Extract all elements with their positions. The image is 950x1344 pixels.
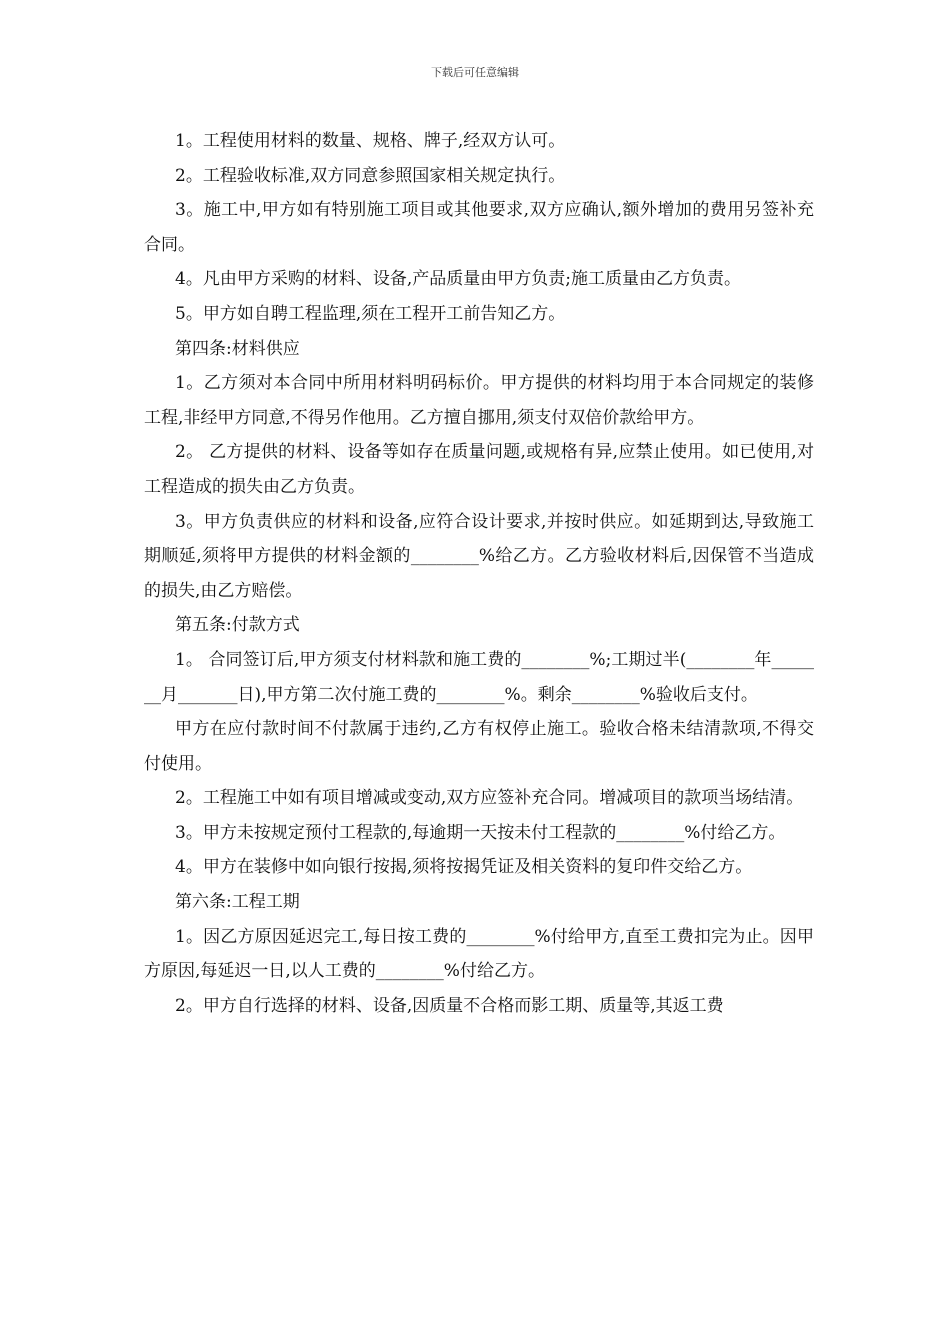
clause-item: 3。施工中,甲方如有特别施工项目或其他要求,双方应确认,额外增加的费用另签补充合同。 bbox=[144, 200, 814, 255]
clause-item: 2。 乙方提供的材料、设备等如存在质量问题,或规格有异,应禁止使用。如已使用,对工程造成的损失由乙方负责。 bbox=[144, 442, 814, 497]
clause-item: 2。工程验收标准,双方同意参照国家相关规定执行。 bbox=[175, 165, 566, 186]
clause-item: 4。甲方在装修中如向银行按揭,须将按揭凭证及相关资料的复印件交给乙方。 bbox=[175, 857, 753, 878]
section-heading: 第五条:付款方式 bbox=[175, 615, 300, 636]
page-header: 下载后可任意编辑 bbox=[431, 66, 519, 79]
clause-item: 3。甲方未按规定预付工程款的,每逾期一天按未付工程款的________%付给乙方。 bbox=[175, 822, 786, 843]
clause-item: 1。工程使用材料的数量、规格、牌子,经双方认可。 bbox=[175, 131, 566, 151]
clause-item: 4。凡由甲方采购的材料、设备,产品质量由甲方负责;施工质量由乙方负责。 bbox=[175, 269, 741, 290]
clause-item: 1。 合同签订后,甲方须支付材料款和施工费的________%;工期过半(________年_______月_______日),甲方第二次付施工费的________%。剩余________%验收后支付。 bbox=[144, 649, 814, 705]
clause-item: 5。甲方如自聘工程监理,须在工程开工前告知乙方。 bbox=[175, 303, 566, 324]
section-heading: 第四条:材料供应 bbox=[175, 338, 300, 359]
document-body bbox=[144, 124, 814, 1023]
clause-item: 2。甲方自行选择的材料、设备,因质量不合格而影工期、质量等,其返工费 bbox=[175, 995, 724, 1016]
clause-item: 甲方在应付款时间不付款属于违约,乙方有权停止施工。验收合格未结清款项,不得交付使用。 bbox=[144, 719, 814, 774]
clause-item: 2。工程施工中如有项目增减或变动,双方应签补充合同。增减项目的款项当场结清。 bbox=[175, 788, 804, 809]
clause-item: 3。甲方负责供应的材料和设备,应符合设计要求,并按时供应。如延期到达,导致施工期顺延,须将甲方提供的材料金额的________%给乙方。乙方验收材料后,因保管不当造成的损失,由乙方赔偿。 bbox=[144, 511, 814, 601]
clause-item: 1。因乙方原因延迟完工,每日按工费的________%付给甲方,直至工费扣完为止。因甲方原因,每延迟一日,以人工费的________%付给乙方。 bbox=[144, 926, 814, 982]
clause-item: 1。乙方须对本合同中所用材料明码标价。甲方提供的材料均用于本合同规定的装修工程,非经甲方同意,不得另作他用。乙方擅自挪用,须支付双倍价款给甲方。 bbox=[144, 373, 814, 428]
section-heading: 第六条:工程工期 bbox=[175, 892, 300, 913]
